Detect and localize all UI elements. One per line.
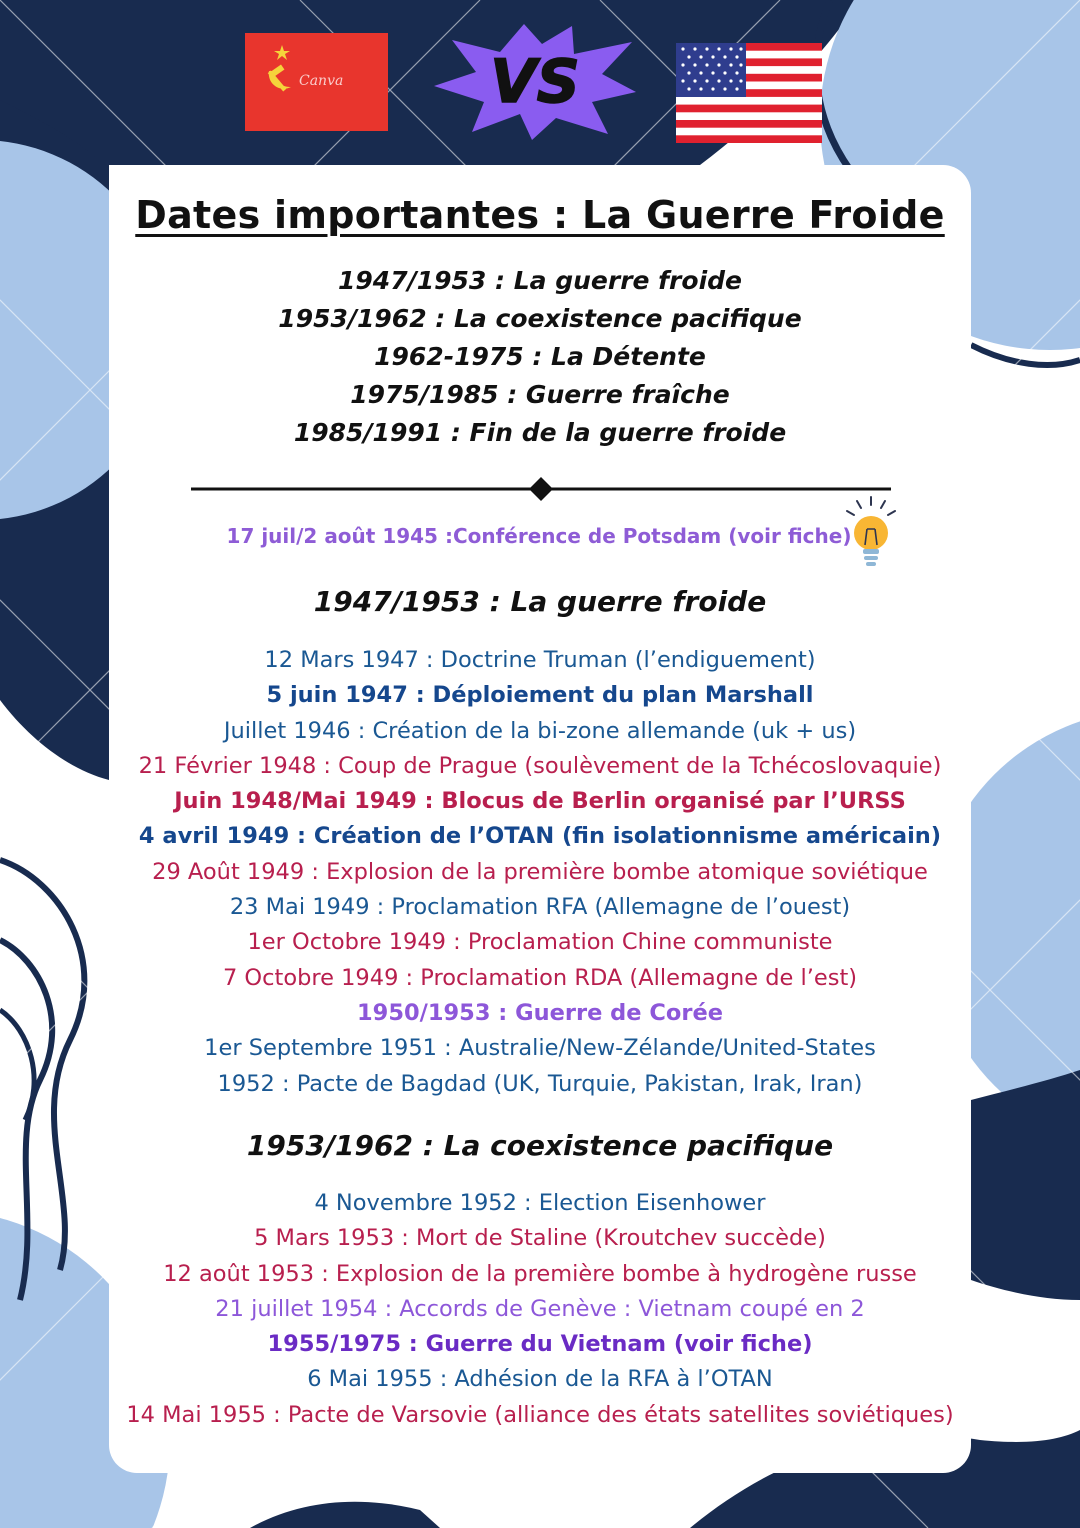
event-item: 6 Mai 1955 : Adhésion de la RFA à l’OTAN <box>307 1366 773 1393</box>
event-item: 4 avril 1949 : Création de l’OTAN (fin isolationnisme américain) <box>138 823 942 850</box>
potsdam-note: 17 juil/2 août 1945 :Conférence de Potsdam (voir fiche) <box>226 524 852 548</box>
lightbulb-icon <box>843 495 899 579</box>
period-overview <box>109 262 971 452</box>
event-item: Juin 1948/Mai 1949 : Blocus de Berlin organisé par l’URSS <box>174 788 906 815</box>
overview-line: 1975/1985 : Guerre fraîche <box>350 380 730 409</box>
event-item: 23 Mai 1949 : Proclamation RFA (Allemagne de l’ouest) <box>229 894 851 921</box>
section-title-coexistence-pacifique: 1953/1962 : La coexistence pacifique <box>246 1129 834 1162</box>
page-title: Dates importantes : La Guerre Froide <box>135 193 945 237</box>
overview-line: 1947/1953 : La guerre froide <box>338 266 742 295</box>
events-list-1953-1962 <box>109 1186 971 1433</box>
event-item: 12 août 1953 : Explosion de la première bombe à hydrogène russe <box>163 1260 917 1287</box>
event-item: 12 Mars 1947 : Doctrine Truman (l’endiguement) <box>264 647 816 673</box>
event-item: 4 Novembre 1952 : Election Eisenhower <box>314 1190 766 1216</box>
ussr-flag <box>245 33 388 131</box>
overview-line: 1953/1962 : La coexistence pacifique <box>278 304 802 333</box>
event-item: 1er Septembre 1951 : Australie/New-Zélande/United-States <box>204 1035 876 1062</box>
content-card <box>109 165 971 1473</box>
events-list-1947-1953 <box>109 643 971 1102</box>
vs-label: VS <box>490 47 580 117</box>
event-item: 21 juillet 1954 : Accords de Genève : Vietnam coupé en 2 <box>215 1295 865 1322</box>
event-item: 5 juin 1947 : Déploiement du plan Marshall <box>266 682 814 709</box>
event-item: 1er Octobre 1949 : Proclamation Chine communiste <box>247 929 833 956</box>
event-item: 29 Août 1949 : Explosion de la première bombe atomique soviétique <box>152 858 928 885</box>
event-item: Juillet 1946 : Création de la bi-zone allemande (uk + us) <box>223 717 857 744</box>
diamond-divider <box>191 475 891 503</box>
hammer-sickle-icon <box>253 41 313 101</box>
event-item: 5 Mars 1953 : Mort de Staline (Kroutchev succède) <box>254 1225 826 1252</box>
overview-line: 1985/1991 : Fin de la guerre froide <box>293 418 787 447</box>
overview-line: 1962-1975 : La Détente <box>374 342 706 371</box>
section-title-guerre-froide: 1947/1953 : La guerre froide <box>313 585 767 618</box>
event-item: 14 Mai 1955 : Pacte de Varsovie (alliance des états satellites soviétiques) <box>126 1401 954 1428</box>
vs-burst <box>432 22 637 140</box>
event-item: 21 Février 1948 : Coup de Prague (soulèvement de la Tchécoslovaquie) <box>138 752 942 779</box>
usa-flag <box>676 43 822 143</box>
canva-watermark: Canva <box>299 73 344 89</box>
event-item: 1952 : Pacte de Bagdad (UK, Turquie, Pakistan, Irak, Iran) <box>217 1070 863 1097</box>
event-item: 1955/1975 : Guerre du Vietnam (voir fiche) <box>267 1331 813 1358</box>
event-item: 1950/1953 : Guerre de Corée <box>357 999 723 1026</box>
event-item: 7 Octobre 1949 : Proclamation RDA (Allemagne de l’est) <box>222 964 858 991</box>
